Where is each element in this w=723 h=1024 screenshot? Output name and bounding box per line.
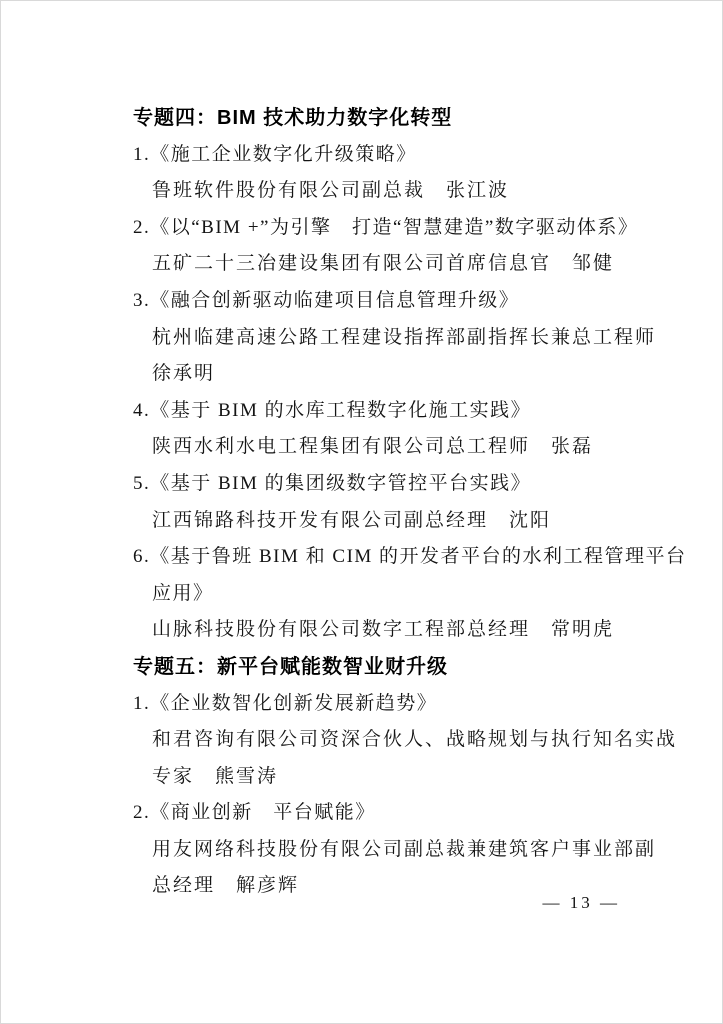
agenda-item bbox=[133, 686, 678, 796]
section-heading: 专题四：BIM 技术助力数字化转型 bbox=[133, 107, 453, 129]
item-speaker: 专家 熊雪涛 bbox=[152, 765, 279, 787]
item-speaker: 山脉科技股份有限公司数字工程部总经理 常明虎 bbox=[152, 619, 615, 641]
item-speaker: 和君咨询有限公司资深合伙人、战略规划与执行知名实战 bbox=[152, 729, 678, 751]
item-title: 2.《商业创新 平台赋能》 bbox=[133, 802, 376, 824]
agenda-section bbox=[133, 100, 687, 649]
item-speaker: 江西锦路科技开发有限公司副总经理 沈阳 bbox=[152, 509, 552, 531]
item-speaker: 总经理 解彦辉 bbox=[152, 875, 300, 897]
item-title-continuation: 应用》 bbox=[152, 582, 214, 604]
item-speaker: 陕西水利水电工程集团有限公司总工程师 张磊 bbox=[152, 436, 594, 458]
item-title: 1.《企业数智化创新发展新趋势》 bbox=[133, 692, 438, 714]
item-title: 4.《基于 BIM 的水库工程数字化施工实践》 bbox=[133, 399, 532, 421]
agenda-item bbox=[133, 283, 657, 393]
agenda-item bbox=[133, 466, 633, 539]
agenda-item bbox=[133, 137, 633, 210]
agenda-section bbox=[133, 649, 678, 905]
page-number: — 13 — bbox=[542, 893, 620, 912]
item-title: 6.《基于鲁班 BIM 和 CIM 的开发者平台的水利工程管理平台 bbox=[133, 546, 687, 568]
item-speaker: 杭州临建高速公路工程建设指挥部副指挥长兼总工程师 bbox=[152, 326, 657, 348]
agenda-item bbox=[133, 539, 687, 649]
item-speaker: 徐承明 bbox=[152, 363, 216, 385]
agenda-item bbox=[133, 795, 657, 905]
item-speaker: 用友网络科技股份有限公司副总裁兼建筑客户事业部副 bbox=[152, 838, 657, 860]
section-heading: 专题五：新平台赋能数智业财升级 bbox=[133, 655, 448, 678]
item-speaker: 五矿二十三冶建设集团有限公司首席信息官 邹健 bbox=[152, 253, 615, 275]
item-title: 1.《施工企业数字化升级策略》 bbox=[133, 143, 417, 165]
agenda-item bbox=[133, 210, 639, 283]
item-title: 3.《融合创新驱动临建项目信息管理升级》 bbox=[133, 289, 520, 311]
item-title: 5.《基于 BIM 的集团级数字管控平台实践》 bbox=[133, 472, 532, 494]
agenda-item bbox=[133, 393, 633, 466]
item-title: 2.《以“BIM +”为引擎 打造“智慧建造”数字驱动体系》 bbox=[133, 216, 639, 238]
item-speaker: 鲁班软件股份有限公司副总裁 张江波 bbox=[152, 180, 510, 202]
agenda-content bbox=[133, 100, 687, 905]
